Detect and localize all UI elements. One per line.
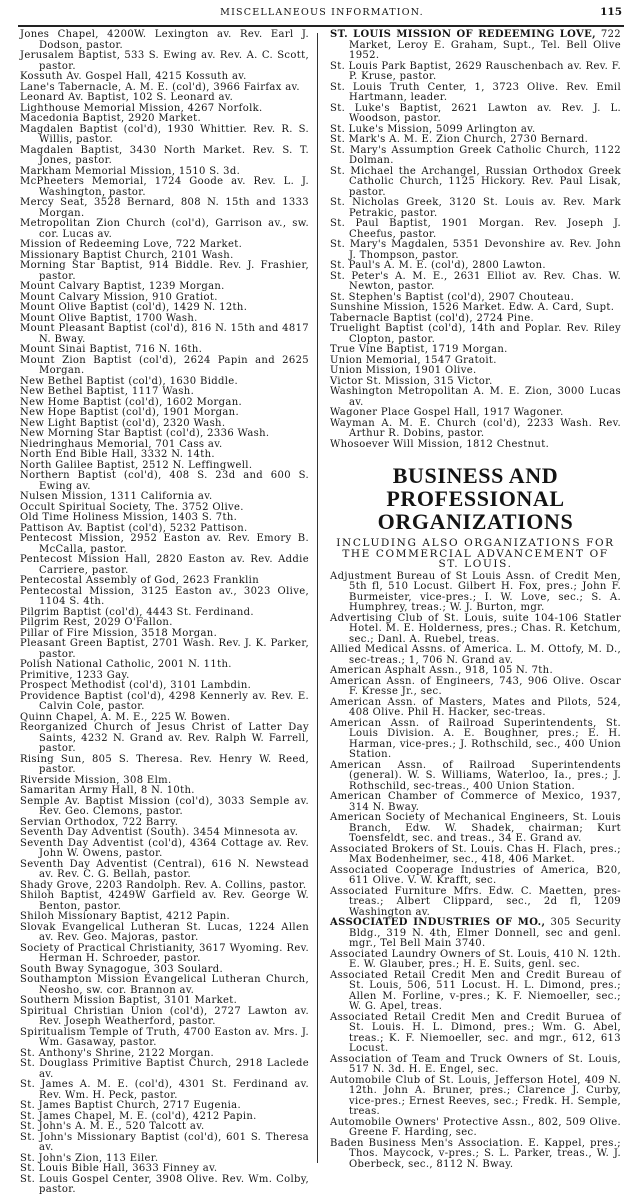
directory-entry: Northern Baptist (col'd), 408 S. 23d and 600 S. Ewing av. [20,470,309,492]
page-header [22,6,622,22]
directory-entry: Spiritualism Temple of Truth, 4700 Easton av. Mrs. J. Wm. Gasaway, pastor. [20,1026,309,1048]
organization-text: American Society of Mechanical Engineers, St. Louis Branch, Edw. W. Shadek, chairman; Kurt Toensfeldt, sec. and treas., 34 E. Grand av. [330,812,621,844]
directory-entry: North Galilee Baptist, 2512 N. Leffingwell. [20,459,253,471]
directory-entry: New Bethel Baptist, 1117 Wash. [20,386,195,397]
organization-text: Associated Cooperage Industries of America, B20, 611 Olive. V. W. Krafft, sec. [330,864,621,886]
directory-entry: Lighthouse Memorial Mission, 4267 Norfolk. [20,102,263,114]
directory-entry: Truelight Baptist (col'd), 14th and Poplar. Rev. Riley Clopton, pastor. [330,323,621,345]
directory-entry: New Hope Baptist (col'd), 1901 Morgan. [20,407,239,418]
directory-entry: Pattison Av. Baptist (col'd), 5232 Pattison. [20,522,248,534]
directory-entry: St. Louis Park Baptist, 2629 Rauschenbach av. Rev. F. P. Kruse, pastor. [330,60,621,82]
organization-text: Automobile Club of St. Louis, Jefferson Hotel, 409 N. 12th. John A. Bruner, pres.; Clarence J. Curby, vice-pres.; Ernest Reeves, sec.; Fredk. H. Semple, treas. [330,1074,621,1117]
organization-text: American Assn. of Railroad Superintendents, St. Louis Division. A. E. Boughner, pres.; E. H. Harman, vice-pres.; J. Rothschild, sec., 400 Union Station. [330,717,621,760]
organization-text: Allied Medical Assns. of America. L. M. Ottofy, M. D., sec-treas.; 1, 706 N. Grand av. [330,644,621,666]
organization-entry [330,614,621,646]
directory-entry: Old Time Holiness Mission, 1403 S. 7th. [20,512,238,523]
directory-entry: Southampton Mission Evangelical Lutheran Church, Neosho, sw. cor. Brannon av. [20,974,309,996]
organization-name-bold: ASSOCIATED INDUSTRIES OF MO., [330,917,546,928]
directory-entry: Jerusalem Baptist, 533 S. Ewing av. Rev. A. C. Scott, pastor. [20,50,309,72]
directory-entry: Markham Memorial Mission, 1510 S. 3d. [20,165,241,177]
business-organizations-list [330,572,621,1171]
section-title: BUSINESS AND PROFESSIONAL ORGANIZATIONS [377,463,574,534]
directory-entry: St. James A. M. E. (col'd), 4301 St. Ferdinand av. Rev. Wm. H. Peck, pastor. [20,1079,309,1101]
directory-entry: Seventh Day Adventist (Central), 616 N. Newstead av. Rev. C. G. Bellah, pastor. [20,858,309,880]
directory-entry: Mercy Seat, 3528 Bernard, 808 N. 15th and 1333 Morgan. [20,197,309,219]
directory-entry: Pilgrim Rest, 2029 O'Fallon. [20,617,173,628]
directory-entry: Rising Sun, 805 S. Theresa. Rev. Henry W. Reed, pastor. [20,753,309,775]
directory-entry: Occult Spiritual Society, The. 3752 Olive. [20,501,244,513]
directory-entry: St. Paul's A. M. E. (col'd), 2800 Lawton. [330,260,546,271]
directory-entry: Providence Baptist (col'd), 4298 Kennerly av. Rev. E. Calvin Cole, pastor. [20,690,309,712]
organization-text: American Assn. of Masters, Mates and Pilots, 524, 408 Olive. Phil H. Hacker, sec-treas. [330,696,621,718]
directory-entry: Union Memorial, 1547 Gratoit. [330,354,497,366]
organization-text: American Asphalt Assn., 918, 105 N. 7th. [330,665,553,676]
directory-entry: St. Mary's Assumption Greek Catholic Church, 1122 Dolman. [330,144,621,166]
directory-entry: Missionary Baptist Church, 2101 Wash. [20,249,234,261]
organization-text: Associated Brokers of St. Louis. Chas H. Flach, pres.; Max Bodenheimer, sec., 418, 406 Market. [330,843,621,865]
directory-entry: Polish National Catholic, 2001 N. 11th. [20,659,232,670]
organization-text: Adjustment Bureau of St Louis Assn. of Credit Men, 5th fl, 510 Locust. Gilbert H. Fox, pres.; John F. Burmeister, vice-pres.; I. W. Love, sec.; S. A. Humphrey, treas.; W. J. Burton, mgr. [330,570,621,613]
directory-entry: Mount Calvary Baptist, 1239 Morgan. [20,281,225,292]
directory-entry: Kossuth Av. Gospel Hall, 4215 Kossuth av. [20,71,247,82]
directory-entry: Prospect Methodist (col'd), 3101 Lambdin. [20,680,252,691]
directory-entry: Niedringhaus Memorial, 701 Cass av. [20,438,223,450]
directory-entry: St. Douglass Primitive Baptist Church, 2918 Laclede av. [20,1058,309,1080]
directory-entry: McPheeters Memorial, 1724 Goode av. Rev. L. J. Washington, pastor. [20,176,309,198]
directory-entry: Magdalen Baptist, 3430 North Market. Rev. S. T. Jones, pastor. [20,144,309,166]
directory-entry: Mount Zion Baptist (col'd), 2624 Papin and 2625 Morgan. [20,354,309,376]
directory-entry: Pillar of Fire Mission, 3518 Morgan. [20,627,218,639]
organization-text: Automobile Owners' Protective Assn., 802, 509 Olive. Greene F. Harding, sec. [330,1116,621,1138]
directory-entry: Seventh Day Adventist (South). 3454 Minnesota av. [20,827,299,838]
organization-text: Associated Furniture Mfrs. Edw. C. Maetten, pres-treas.; Albert Clippard, sec., 2d fl, 1209 Washington av. [330,885,621,918]
directory-entry: Pleasant Green Baptist, 2701 Wash. Rev. J. K. Parker, pastor. [20,638,309,660]
directory-entry: St. John's Missionary Baptist (col'd), 601 S. Theresa av. [20,1131,309,1153]
header-rule [18,25,624,27]
organization-text: Associated Retail Credit Men and Credit Buruea of St. Louis. H. L. Dimond, pres.; Wm. G. Abel, treas.; K. F. Niemoeller, sec. and mgr., 612, 613 Locust. [330,1011,621,1054]
directory-entry: Victor St. Mission, 315 Victor. [330,375,493,387]
organization-text: Association of Team and Truck Owners of St. Louis, 517 N. 3d. H. E. Engel, sec. [330,1053,621,1075]
organization-entry [330,761,621,793]
directory-entry: St. Peter's A. M. E., 2631 Elliot av. Rev. Chas. W. Newton, pastor. [330,270,621,292]
directory-entry: Society of Practical Christianity, 3617 Wyoming. Rev. Herman H. Schroeder, pastor. [20,942,309,964]
directory-entry: New Morning Star Baptist (col'd), 2336 Wash. [20,428,270,439]
organization-entry [330,792,621,813]
organization-entry [330,887,621,919]
directory-entry: Mount Calvary Mission, 910 Gratiot. [20,291,218,303]
directory-entry: Pentecostal Mission, 3125 Easton av., 3023 Olive, 1104 S. 4th. [20,585,309,607]
directory-entry: Shiloh Missionary Baptist, 4212 Papin. [20,911,231,922]
organization-entry [330,845,621,866]
directory-entry: South Bway Synagogue, 303 Soulard. [20,963,224,975]
directory-entry: Nulsen Mission, 1311 California av. [20,491,213,502]
directory-entry: St. John's Zion, 113 Eiler. [20,1152,159,1164]
left-column [20,30,309,1196]
organization-text: Associated Laundry Owners of St. Louis, 410 N. 12th. E. W. Glauber, pres.; H. E. Suits, genl. sec. [330,948,621,970]
directory-entry: Washington Metropolitan A. M. E. Zion, 3000 Lucas av. [330,386,621,408]
church-list-continued [330,62,621,451]
organization-entry [330,813,621,845]
organization-entry [330,971,621,1013]
directory-entry: Pentecost Mission, 2952 Easton av. Rev. Emory B. McCalla, pastor. [20,533,309,555]
directory-entry: Magdalen Baptist (col'd), 1930 Whittier. Rev. R. S. Willis, pastor. [20,123,309,145]
organization-text: Associated Retail Credit Men and Credit Bureau of St. Louis, 506, 511 Locust. H. L. Dimond, pres.; Allen M. Forline, v-pres.; K. F. Niemoeller, sec.; W. G. Apel, treas. [330,969,621,1012]
organization-entry [330,1076,621,1118]
organization-entry [330,1118,621,1139]
directory-entry: Wayman A. M. E. Church (col'd), 2233 Wash. Rev. Arthur R. Dobins, pastor. [330,417,621,439]
directory-entry: Pentecostal Assembly of God, 2623 Franklin [20,575,260,586]
organization-entry [330,719,621,761]
directory-entry: North End Bible Hall, 3332 N. 14th. [20,449,215,460]
directory-entry: Riverside Mission, 308 Elm. [20,774,172,786]
directory-entry: St. Louis Gospel Center, 3908 Olive. Rev. Wm. Colby, pastor. [20,1173,309,1195]
directory-entry: Pentecost Mission Hall, 2820 Easton av. Rev. Addie Carriere, pastor. [20,554,309,576]
directory-entry: Mission of Redeeming Love, 722 Market. [20,239,243,250]
directory-entry: Mount Sinai Baptist, 716 N. 16th. [20,344,203,355]
directory-entry: Morning Star Baptist, 914 Biddle. Rev. J. Frashier, pastor. [20,260,309,282]
directory-entry: Semple Av. Baptist Mission (col'd), 3033 Semple av. Rev. Geo. Clemons, pastor. [20,795,309,817]
directory-entry: Tabernacle Baptist (col'd), 2724 Pine. [330,312,535,324]
directory-entry: Mount Pleasant Baptist (col'd), 816 N. 15th and 4817 N. Bway. [20,323,309,345]
directory-entry: New Bethel Baptist (col'd), 1630 Biddle. [20,375,239,387]
directory-entry: Jones Chapel, 4200W. Lexington av. Rev. Earl J. Dodson, pastor. [20,29,309,51]
organization-entry [330,950,621,971]
directory-entry: St. James Baptist Church, 2717 Eugenia. [20,1100,241,1111]
directory-entry: St. Luke's Mission, 5099 Arlington av. [330,123,536,135]
directory-entry: Pilgrim Baptist (col'd), 4443 St. Ferdinand. [20,606,254,618]
organization-text: 305 Security Bldg., 319 N. 4th, Elmer Donnell, sec and genl. mgr., Tel Bell Main 3740. [349,917,622,949]
directory-entry: St. Michael the Archangel, Russian Orthodox Greek Catholic Church, 1125 Hickory. Rev. Paul Lisak, pastor. [330,165,621,198]
organization-entry [330,1013,621,1055]
directory-entry: St. Stephen's Baptist (col'd), 2907 Chouteau. [330,291,575,303]
directory-entry: St. John's A. M. E., 520 Talcott av. [20,1121,205,1132]
organization-entry [330,1055,621,1076]
organization-text: Advertising Club of St. Louis, suite 104-106 Statler Hotel. M. E. Holderness, pres.; Chas. R. Ketchum, sec.; Danl. A. Ruebel, treas. [330,612,621,645]
organization-text: Baden Business Men's Association. E. Kappel, pres.; Thos. Maycock, v-pres.; S. L. Parker, treas., W. J. Oberbeck, sec., 8112 N. Bway. [330,1137,621,1170]
directory-entry: New Light Baptist (col'd), 2320 Wash. [20,417,226,429]
directory-entry: Metropolitan Zion Church (col'd), Garrison av., sw. cor. Lucas av. [20,218,309,240]
directory-entry: New Home Baptist (col'd), 1602 Morgan. [20,396,243,408]
directory-entry: St. Louis Bible Hall, 3633 Finney av. [20,1163,218,1174]
column-divider [317,33,318,1163]
page-number: 115 [600,6,622,18]
organization-entry [330,572,621,614]
entry-text: 722 Market, Leroy E. Graham, Supt., Tel. Bell Olive 1952. [349,29,621,61]
directory-entry: True Vine Baptist, 1719 Morgan. [330,344,508,355]
organization-entry [330,866,621,887]
directory-entry: Mount Olive Baptist, 1700 Wash. [20,312,198,324]
directory-entry [330,30,621,62]
organization-entry [330,1139,621,1171]
directory-entry: St. James Chapel, M. E. (col'd), 4212 Papin. [20,1110,257,1122]
directory-entry: St. Louis Truth Center, 1, 3723 Olive. Rev. Emil Hartmann, leader. [330,81,621,103]
section-subtitle: INCLUDING ALSO ORGANIZATIONS FOR THE COMMERCIAL ADVANCEMENT OF ST. LOUIS. [336,537,615,570]
directory-entry: St. Paul Baptist, 1901 Morgan. Rev. Joseph J. Cheefus, pastor. [330,218,621,240]
organization-text: American Assn. of Railroad Superintendents (general). W. S. Williams, Waterloo, Ia., pres.; J. Rothschild, sec-treas., 400 Union Station. [330,759,621,792]
directory-entry: Slovak Evangelical Lutheran St. Lucas, 1224 Allen av. Rev. Geo. Majoras, pastor. [20,921,309,943]
organization-entry [330,677,621,698]
directory-entry: Macedonia Baptist, 2920 Market. [20,113,201,124]
directory-entry: Southern Mission Baptist, 3101 Market. [20,995,238,1006]
directory-entry: Union Mission, 1901 Olive. [330,365,477,376]
entry-name-bold: ST. LOUIS MISSION OF REDEEMING LOVE, [330,29,596,40]
directory-entry: St. Mark's A. M. E. Zion Church, 2730 Bernard. [330,134,589,145]
right-column [330,30,621,1170]
directory-entry: St. Nicholas Greek, 3120 St. Louis av. Rev. Mark Petrakic, pastor. [330,197,621,219]
directory-entry: St. Luke's Baptist, 2621 Lawton av. Rev. J. L. Woodson, pastor. [330,102,621,124]
directory-entry: Samaritan Army Hall, 8 N. 10th. [20,785,195,796]
directory-entry: Shady Grove, 2203 Randolph. Rev. A. Collins, pastor. [20,879,307,891]
directory-entry: Shiloh Baptist, 4249W Garfield av. Rev. George W. Benton, pastor. [20,890,309,912]
directory-entry: Spiritual Christian Union (col'd), 2727 Lawton av. Rev. Joseph Weatherford, pastor. [20,1005,309,1027]
directory-entry: St. Anthony's Shrine, 2122 Morgan. [20,1047,215,1059]
directory-entry: Servian Orthodox, 722 Barry. [20,816,179,828]
directory-entry: Reorganized Church of Jesus Christ of Latter Day Saints, 4232 N. Grand av. Rev. Ralph W. Farrell, pastor. [20,722,309,754]
directory-entry: Whosoever Will Mission, 1812 Chestnut. [330,438,550,450]
directory-entry: Wagoner Place Gospel Hall, 1917 Wagoner. [330,407,564,418]
directory-entry: Primitive, 1233 Gay. [20,669,130,681]
directory-entry: St. Mary's Magdalen, 5351 Devonshire av. Rev. John J. Thompson, pastor. [330,239,621,261]
organization-text: American Assn. of Engineers, 743, 906 Olive. Oscar F. Kresse Jr., sec. [330,675,621,697]
organization-entry [330,645,621,666]
organization-entry [330,918,621,950]
running-title: MISCELLANEOUS INFORMATION. [220,7,424,18]
organization-entry [330,698,621,719]
directory-entry: Lane's Tabernacle, A. M. E. (col'd), 3966 Fairfax av. [20,81,300,93]
directory-entry: Mount Olive Baptist (col'd), 1429 N. 12th. [20,302,248,313]
directory-entry: Quinn Chapel, A. M. E., 225 W. Bowen. [20,711,231,723]
directory-entry: Sunshine Mission, 1526 Market. Edw. A. Card, Supt. [330,302,615,313]
directory-entry: Leonard Av. Baptist, 102 S. Leonard av. [20,92,234,103]
organization-text: American Chamber of Commerce of Mexico, 1937, 314 N. Bway. [330,791,621,813]
directory-entry: Seventh Day Adventist (col'd), 4364 Cottage av. Rev. John W. Owens, pastor. [20,837,309,859]
